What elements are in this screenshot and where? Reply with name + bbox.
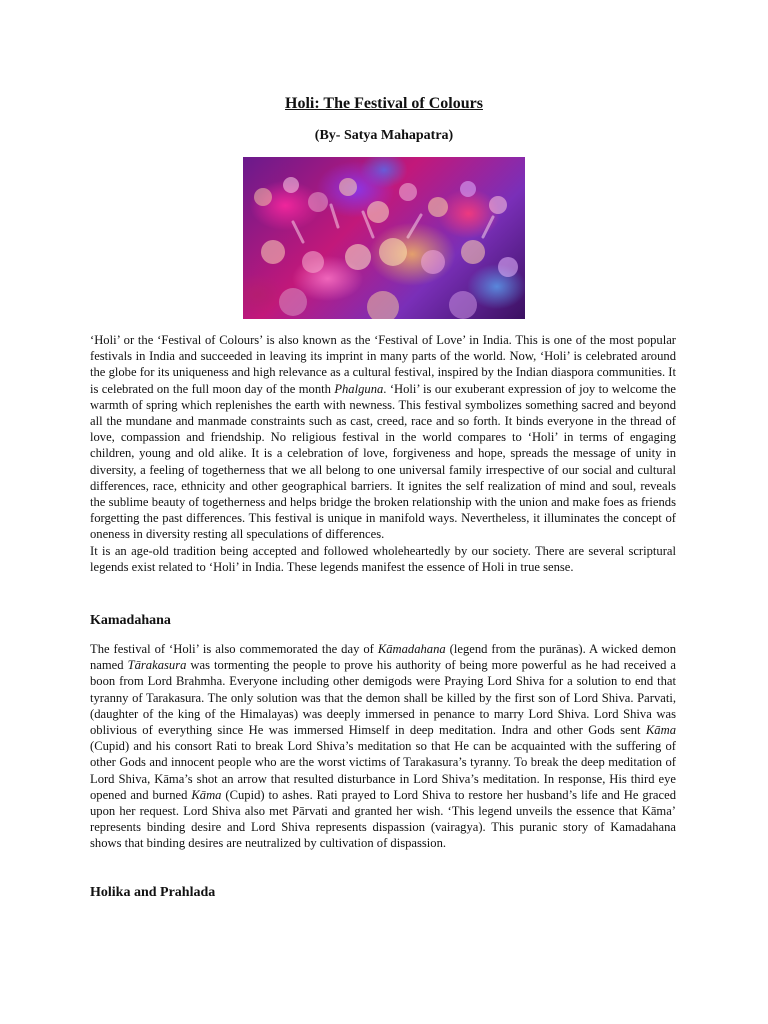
intro-paragraph-1	[90, 332, 676, 543]
kamadahana-italic-1: Kāmadahana	[377, 642, 446, 656]
kamadahana-part-2: (legend from the purānas). A wicked demon named	[90, 642, 676, 673]
intro-p1-part-1: ‘Holi’ or the ‘Festival of Colours’ is also known as the ‘Festival of Love’ in India. This is one of the most popular festivals in India and succeeded in leaving its imprint in many parts of the world. Now, ‘Holi’ is celebrated around the globe for its uniqueness and high relevance as a cultural festival, inspired by the Indian diaspora communities. It is celebrated on the full moon day of the month	[90, 333, 676, 396]
document-title: Holi: The Festival of Colours	[285, 95, 483, 112]
kamadahana-part-5: (Cupid) to ashes. Rati prayed to Lord Shiva to restore her husband’s life and He graced upon her request. Lord Shiva also met Pārvati and granted her wish. ‘This legend unveils the essence that Kāma’ represents binding desire and Lord Shiva represents dispassion (vairagya). This puranic story of Kamadahana shows that binding desires are neutralized by cultivation of dispassion.	[90, 787, 676, 851]
kamadahana-part-1: The festival of ‘Holi’ is also commemorated the day of	[90, 642, 378, 656]
kamadahana-part-4: (Cupid) and his consort Rati to break Lord Shiva’s meditation so that He can be acquainted with the suffering of other Gods and innocent people who are the worst victims of Tarakasura’s tyranny. To break the deep meditation of Lord Shiva, Kāma’s shot an arrow that resulted disturbance in Lord Shiva’s meditation. In response, His third eye opened and burned	[90, 739, 676, 802]
holi-crowd-photo	[243, 157, 525, 319]
kamadahana-italic-2: Tārakasura	[127, 658, 187, 673]
kamadahana-italic-3: Kāma	[645, 723, 676, 738]
intro-p1-part-2: . ‘Holi’ is our exuberant expression of joy to welcome the warmth of spring which replenishes the earth with newness. This festival symbolizes something sacred and beyond all the mundane and manmade constraints such as cast, creed, race and so forth. It binds everyone in the thread of love, compassion and friendship. No religious festival in the world compares to ‘Holi’ in terms of engaging children, young and old alike. It is a celebration of love, forgiveness and hope, spreads the message of unity in diversity, a feeling of togetherness that we all belong to one universal family irrespective of our social and cultural differences, race, ethnicity and other geographical barriers. It ignites the self realization of mind and soul, reveals the sublime beauty of togetherness and helps bridge the broken relationship with the union and make foes as friends forgetting the past differences. This festival is unique in manifold ways. Nevertheless, it illuminates the concept of oneness in diversity resting all speculations of differences.	[90, 381, 676, 542]
kamadahana-italic-4: Kāma	[191, 787, 222, 802]
holika-heading: Holika and Prahlada	[90, 885, 216, 900]
kamadahana-paragraph	[90, 641, 676, 852]
intro-paragraph-2: It is an age-old tradition being accepted and followed wholeheartedly by our society. There are several scriptural legends exist related to ‘Holi’ in India. These legends manifest the essence of Holi in true sense.	[90, 543, 676, 574]
intro-section	[90, 332, 676, 575]
kamadahana-part-3: was tormenting the people to prove his authority of being more powerful as he had received a boon from Lord Brahmha. Everyone including other demigods were Praying Lord Shiva for a solution to end that tyranny of Tarakasura. The only solution was that the demon shall be killed by the first son of Lord Shiva. Parvati, (daughter of the king of the Himalayas) was deeply immersed in penance to marry Lord Shiva. Lord Shiva was oblivious of everything since He was immersed Himself in deep meditation. Indra and other Gods sent	[90, 658, 676, 738]
kamadahana-heading: Kamadahana	[90, 613, 171, 628]
crowd-figures-graphic	[243, 157, 525, 319]
kamadahana-section	[90, 641, 676, 852]
document-byline: (By- Satya Mahapatra)	[314, 128, 454, 143]
intro-p1-month-name: Phalguna	[334, 381, 384, 396]
